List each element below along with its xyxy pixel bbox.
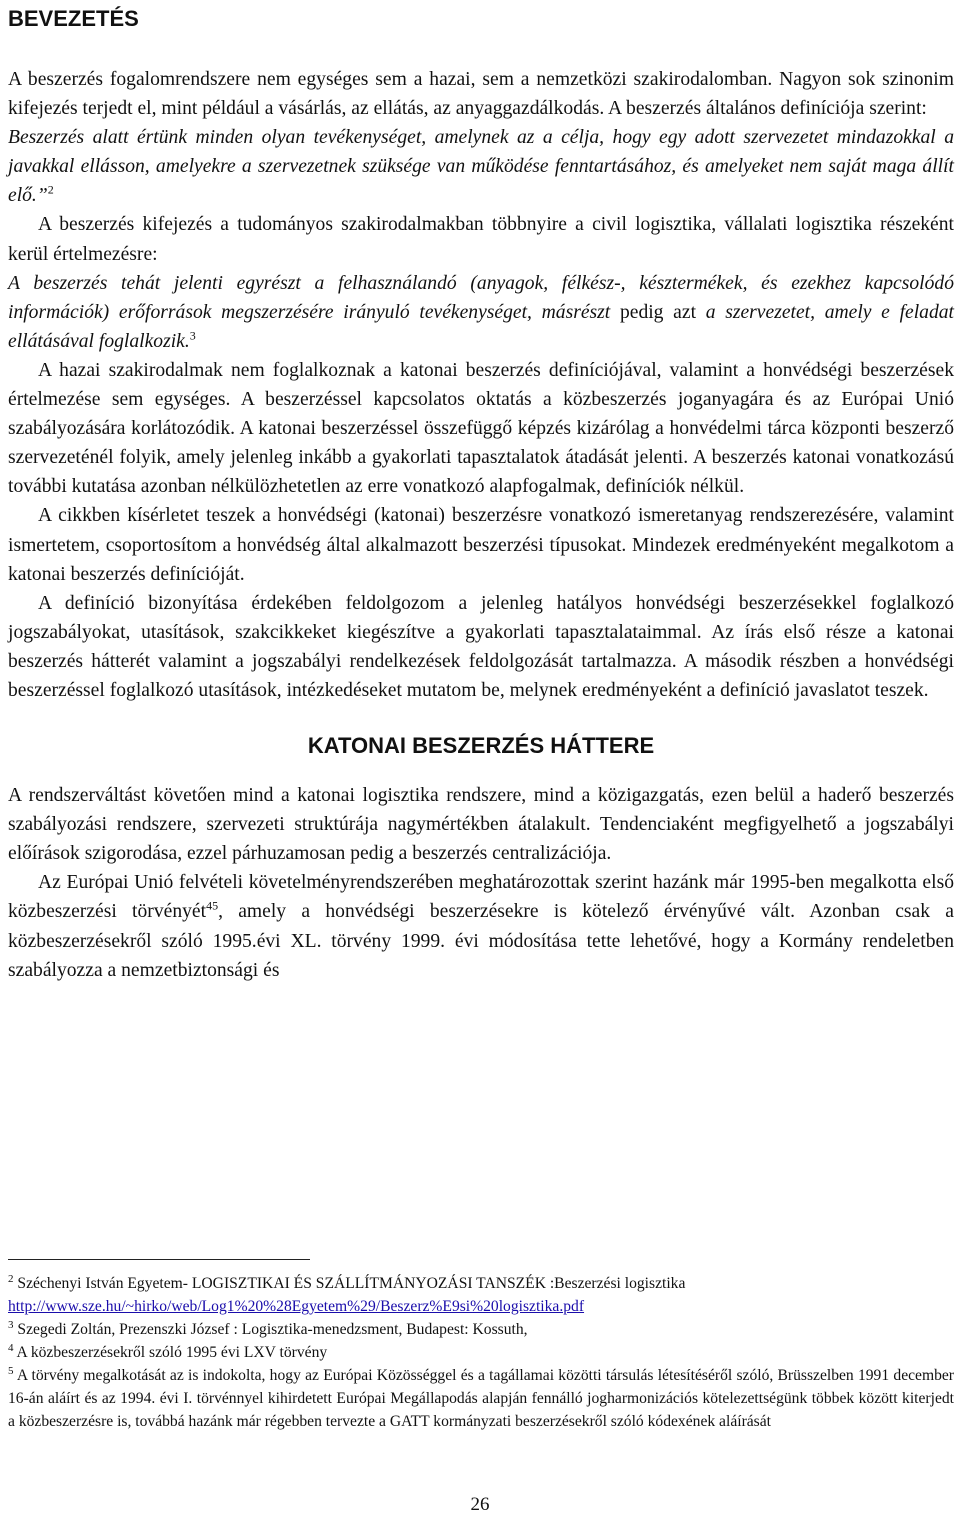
footnote-2-number: 2 [8, 1272, 14, 1285]
intro-quote-3: a szervezetet, amely e feladat ellátásával foglalkozik. [8, 301, 954, 352]
intro-text-3: pedig azt [619, 301, 697, 323]
footnote-3-number: 3 [8, 1318, 14, 1331]
section2-text-b: , amely a honvédségi beszerzésekre is kötelező érvényűvé vált. Azonban csak a közbeszerzésekről szóló 1995.évi XL. törvény 1999. évi módosítása tette lehetővé, hogy a Kormány rendeletben szabályozza a nemzetbiztonsági és [8, 901, 955, 981]
footnote-3-text: Szegedi Zoltán, Prezenszki József : Logisztika-menedzsment, Budapest: Kossuth, [13, 1321, 528, 1338]
footnote-5 [8, 1364, 954, 1433]
paragraph-3: A definíció bizonyítása érdekében feldolgozom a jelenleg hatályos honvédségi beszerzésekkel foglalkozó jogszabályokat, utasítások, szakcikkeket kiegészítve a gyakorlati tapasztalataimmal. Az írás első része a katonai beszerzés hátterét valamint a jogszabályi rendelkezések feldolgozását tartalmazza. A második részben a honvédségi beszerzéssel foglalkozó utasítások, intézkedéseket mutatom be, melynek eredményeként a definíció javaslatot teszek. [8, 592, 954, 701]
footnote-2 [8, 1272, 954, 1318]
footnote-4 [8, 1341, 954, 1364]
section2-paragraph-2 [8, 868, 954, 984]
footnote-ref-2[interactable]: 2 [47, 182, 54, 197]
footnote-5-text: A törvény megalkotását az is indokolta, hogy az Európai Közösséggel és a tagállamai közötti társulás létesítéséről szóló, Brüsszelben 1991 december 16-án aláírt és az 1994. évi I. törvénnyel kihirdetett Európai Megállapodás alapján fennálló jogharmonizációs kötelezettségünk többek között kiterjedt a közbeszerzésre is, továbbá hazánk már régebben tervezte a GATT kormányzati beszerzésekről szóló kódexének aláírását [8, 1367, 954, 1430]
intro-text-1: A beszerzés fogalomrendszere nem egységes sem a hazai, sem a nemzetközi szakirodalomban. Nagyon sok szinonim kifejezés terjedt el, mint például a vásárlás, az ellátás, az anyaggazdálkodás. A beszerzés általános definíciója szerint: [8, 69, 954, 120]
section2-text-a: Az Európai Unió felvételi követelményrendszerében meghatározottak szerint hazánk már 1995-ben megalkotta első közbeszerzési törvényét [8, 872, 954, 923]
intro-quote-1: Beszerzés alatt értünk minden olyan tevékenységet, amelynek az a célja, hogy egy adott szervezetet mindazokkal a javakkal ellásson, amelyekre a szervezetnek szüksége van működése fenntartásához, és amelyeket nem saját maga állít elő.” [8, 127, 954, 207]
section2-paragraph-1: A rendszerváltást követően mind a katonai logisztika rendszere, mind a közigazgatás, ezen belül a haderő beszerzés szabályozási rendszere, szervezeti struktúrája nagymértékben átalakult. Tendenciaként megfigyelhető a jogszabályi előírások szigorodása, ezzel párhuzamosan pedig a beszerzés centralizációja. [8, 785, 954, 865]
footnote-4-text: A közbeszerzésekről szóló 1995 évi LXV törvény [13, 1344, 328, 1361]
paragraph-1: A hazai szakirodalmak nem foglalkoznak a katonai beszerzés definíciójával, valamint a honvédségi beszerzések értelmezése sem egységes. A beszerzéssel kapcsolatos oktatás a közbeszerzés joganyagára és az Európai Unió szabályozására korlátozódik. A katonai beszerzéssel összefüggő képzés kizárólag a honvédelmi tárca központi beszerző szervezeténél folyik, amely jelenleg inkább a gyakorlati tapasztalatok átadását jelenti. A beszerzés katonai vonatkozású további kutatása azonban nélkülözhetetlen az erre vonatkozó alapfogalmak, definíciók nélkül. [8, 359, 954, 498]
intro-quote-2: A beszerzés tehát jelenti egyrészt a felhasználandó (anyagok, félkész-, késztermékek, és ezekhez kapcsolódó információk) erőforrások megszerzésére irányuló tevékenységet, másrészt [8, 272, 954, 323]
footnote-3 [8, 1318, 954, 1341]
footnote-2-text: Széchenyi István Egyetem- LOGISZTIKAI ÉS SZÁLLÍTMÁNYOZÁSI TANSZÉK :Beszerzési logisztika [13, 1275, 686, 1292]
footnote-2-link[interactable]: http://www.sze.hu/~hirko/web/Log1%20%28Egyetem%29/Beszerz%E9si%20logisztika.pdf [8, 1298, 585, 1315]
paragraph-2: A cikkben kísérletet teszek a honvédségi (katonai) beszerzésre vonatkozó ismeretanyag rendszerezésére, valamint ismertetem, csoportosítom a honvédség által alkalmazott beszerzési típusokat. Mindezek eredményeként megalkotom a katonai beszerzés definícióját. [8, 505, 954, 585]
intro-text-2: A beszerzés kifejezés a tudományos szakirodalmakban többnyire a civil logisztika, vállalati logisztika részeként kerül értelmezésre: [8, 214, 954, 265]
intro-paragraph [8, 65, 954, 356]
heading-katonai-beszerzes-hattere: KATONAI BESZERZÉS HÁTTERE [307, 733, 655, 759]
footnote-ref-3[interactable]: 3 [189, 328, 196, 343]
footnote-separator [8, 1259, 310, 1260]
heading-bevezetes: BEVEZETÉS [8, 6, 139, 31]
footnotes [8, 1272, 954, 1433]
footnote-ref-45[interactable]: 45 [206, 898, 219, 913]
footnote-4-number: 4 [8, 1341, 14, 1354]
document-page [8, 0, 954, 985]
footnote-5-number: 5 [8, 1364, 14, 1377]
page-number: 26 [470, 1494, 490, 1515]
